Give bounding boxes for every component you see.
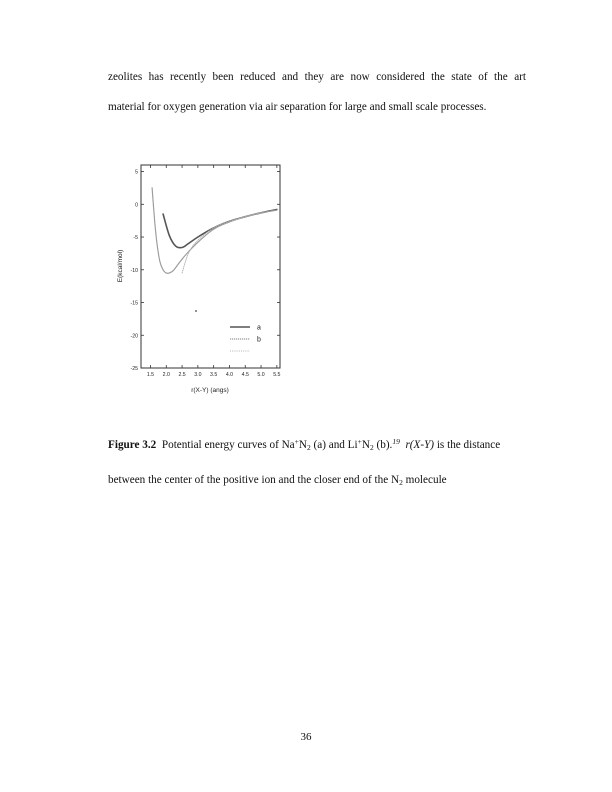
y-axis-label: E(kcal/mol) [117, 249, 124, 283]
body-text-line-1: zeolites has recently been reduced and they are now considered the state of the art [108, 71, 526, 83]
y-tick-label: -15 [130, 300, 138, 307]
x-tick-label: 1.5 [146, 372, 155, 378]
legend-label-b: b [257, 336, 261, 344]
x-tick-label: 4.5 [241, 372, 249, 378]
caption-line-1: Figure 3.2 Potential energy curves of Na+N2 (a) and Li+N2 (b).$^{19}$ r(X-Y) is the distance [108, 437, 501, 452]
y-tick-label: 5 [135, 169, 138, 176]
stray-dot [195, 310, 197, 312]
y-tick-label: -20 [130, 333, 138, 340]
x-tick-label: 5.5 [273, 372, 281, 378]
body-text-line-2: material for oxygen generation via air separation for large and small scale processes. [108, 101, 487, 113]
x-tick-label: 3.0 [194, 372, 202, 378]
legend-label-a: a [257, 324, 261, 332]
series-line-c [182, 213, 261, 273]
figure-caption [108, 428, 528, 498]
series-line-a [163, 210, 277, 248]
figure-potential-energy [108, 156, 298, 411]
y-tick-label: -25 [130, 366, 138, 372]
potential-energy-chart [108, 156, 298, 406]
y-tick-label: -10 [130, 267, 138, 274]
x-tick-label: 3.5 [210, 372, 218, 378]
x-tick-label: 5.0 [257, 372, 265, 378]
reference-number: 19 [392, 437, 400, 446]
figure-label: Figure 3.2 [108, 439, 157, 451]
series-line-b [152, 188, 277, 273]
x-axis-label: r(X-Y) (angs) [191, 387, 229, 394]
y-tick-label: 0 [135, 202, 138, 209]
x-tick-label: 2.0 [162, 372, 170, 378]
page-number: 36 [300, 731, 312, 743]
x-tick-label: 2.5 [178, 372, 186, 378]
x-tick-label: 4.0 [225, 372, 234, 378]
caption-line-2: between the center of the positive ion and the closer end of the N2 molecule [108, 474, 447, 487]
y-tick-label: -5 [133, 235, 138, 242]
